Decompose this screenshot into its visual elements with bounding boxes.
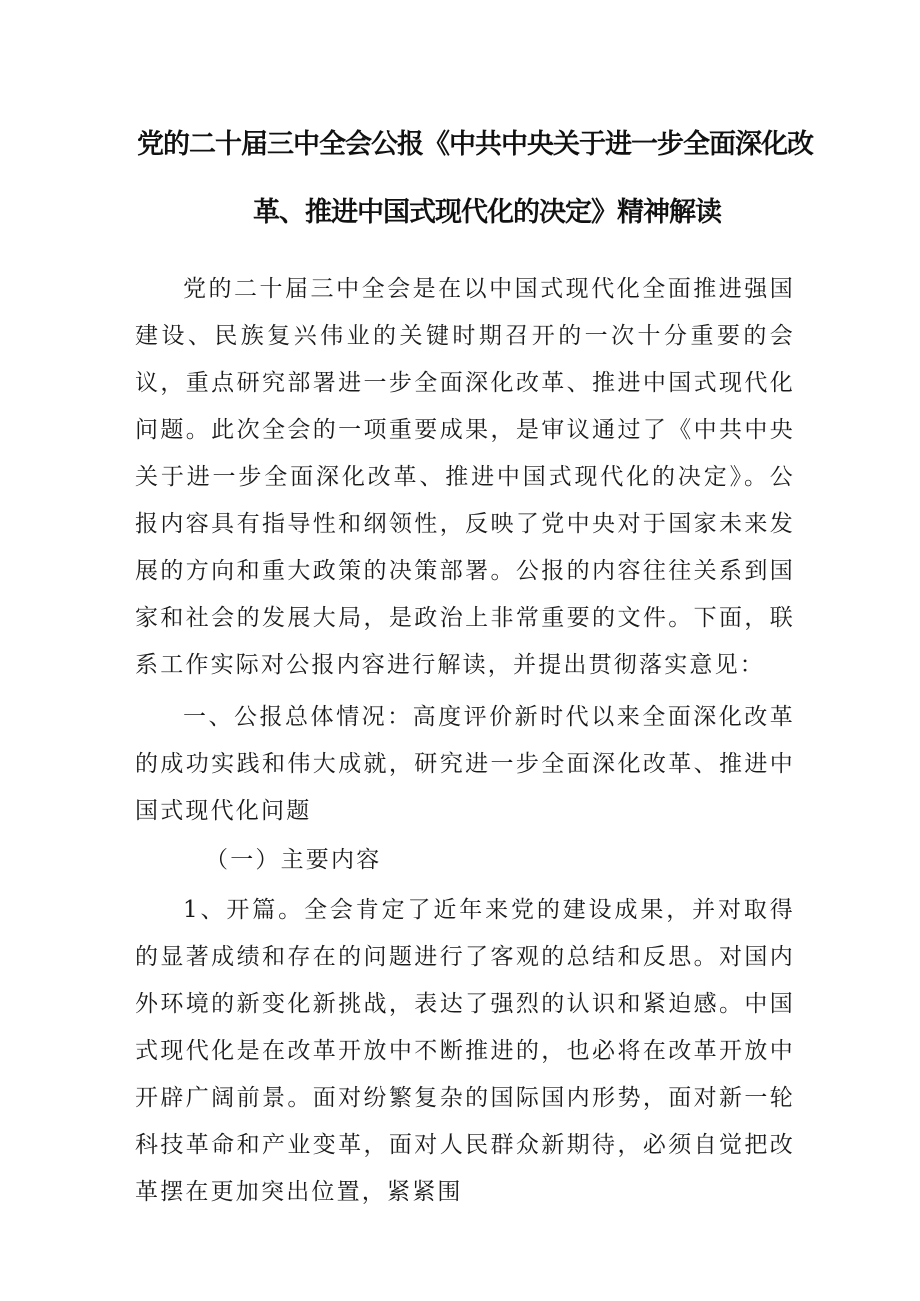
document-title-line-1: 党的二十届三中全会公报《中共中央关于进一步全面深化改 (137, 129, 813, 160)
body-paragraph-opening: 1、开篇。全会肯定了近年来党的建设成果，并对取得的显著成绩和存在的问题进行了客观的总结和反思。对国内外环境的新变化新挑战，表达了强烈的认识和紧迫感。中国式现代化是在改革开放中不断推进的，也必将在改革开放中开辟广阔前景。面对纷繁复杂的国际国内形势，面对新一轮科技革命和产业变革，面对人民群众新期待，必须自觉把改革摆在更加突出位置，紧紧围 (135, 897, 795, 1205)
section-heading-1: 一、公报总体情况：高度评价新时代以来全面深化改革的成功实践和伟大成就，研究进一步全面深化改革、推进中国式现代化问题 (135, 704, 795, 824)
document-title-line-2: 革、推进中国式现代化的决定》精神解读 (253, 197, 721, 228)
intro-paragraph: 党的二十届三中全会是在以中国式现代化全面推进强国建设、民族复兴伟业的关键时期召开的一次十分重要的会议，重点研究部署进一步全面深化改革、推进中国式现代化问题。此次全会的一项重要成果，是审议通过了《中共中央关于进一步全面深化改革、推进中国式现代化的决定》。公报内容具有指导性和纲领性，反映了党中央对于国家未来发展的方向和重大政策的决策部署。公报的内容往往关系到国家和社会的发展大局，是政治上非常重要的文件。下面，联系工作实际对公报内容进行解读，并提出贯彻落实意见： (135, 276, 795, 678)
subsection-heading-main-content: （一）主要内容 (205, 847, 382, 873)
